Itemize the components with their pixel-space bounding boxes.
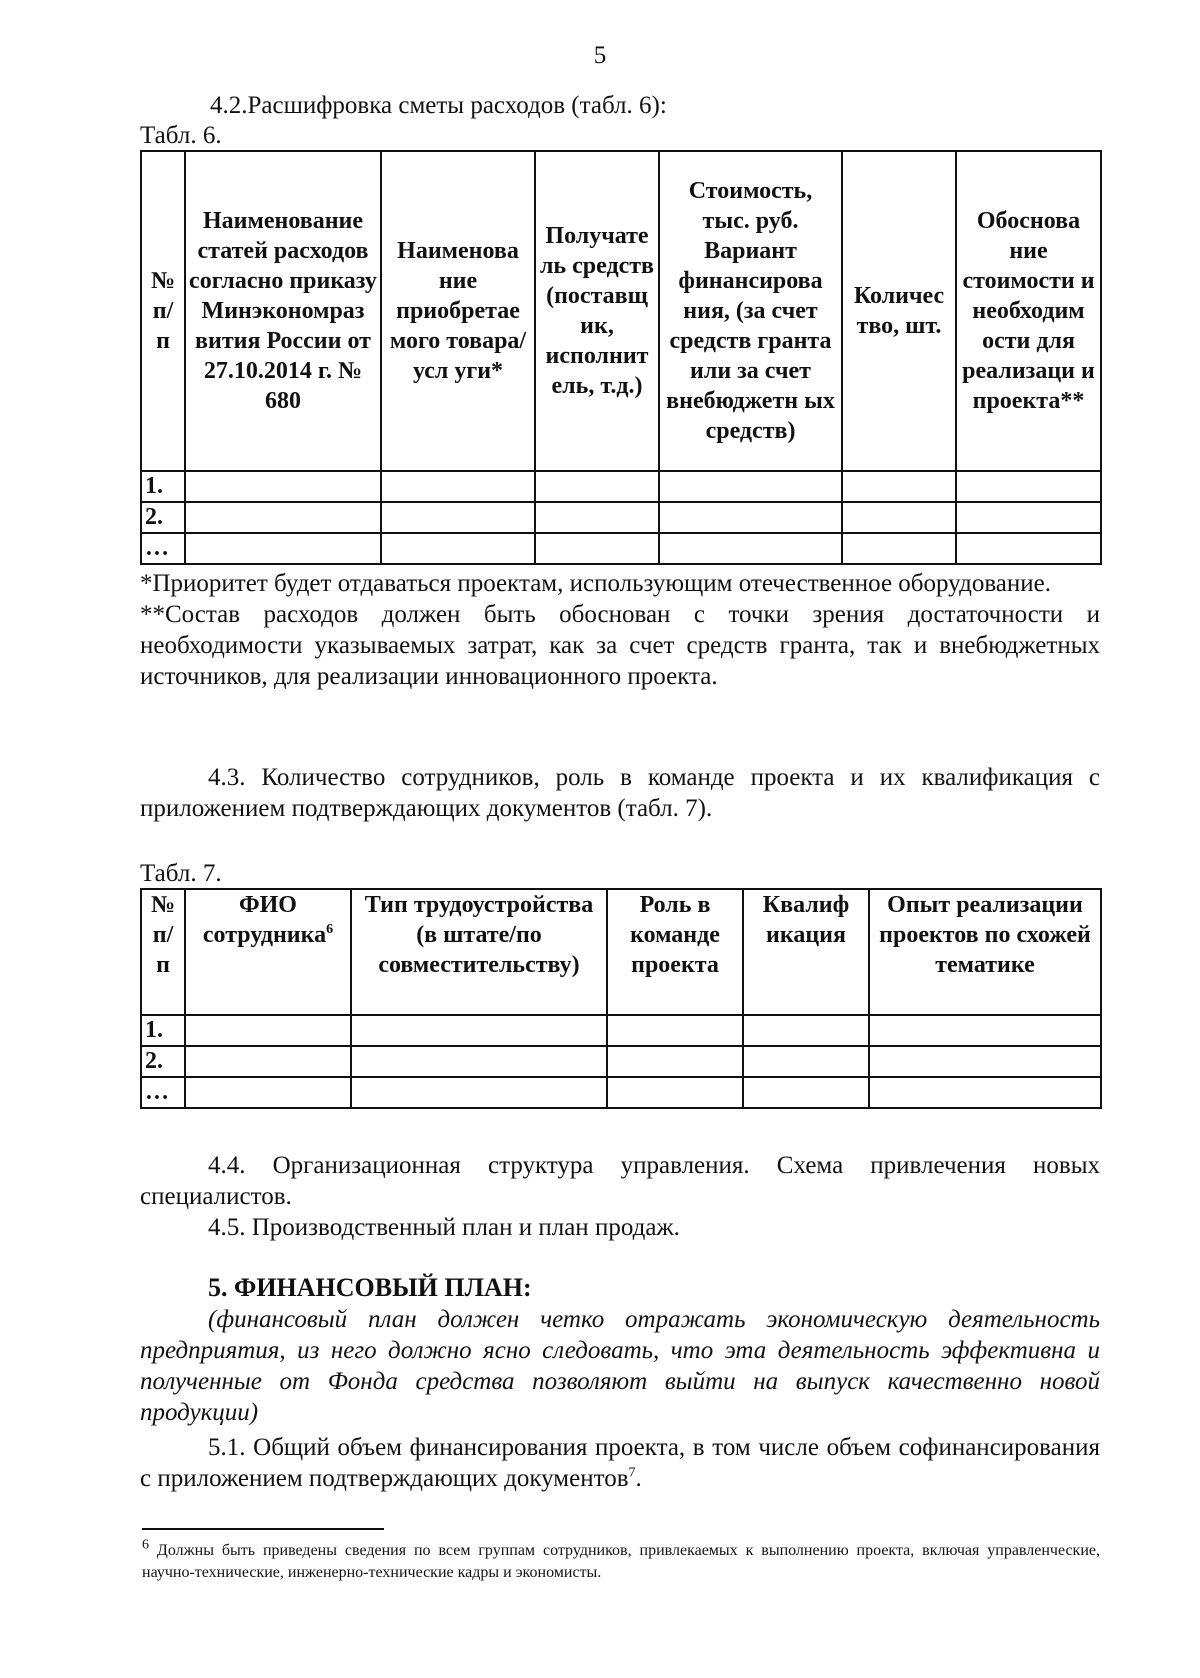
table-row (141, 471, 1101, 502)
footnote-mark-6: 6 (326, 922, 334, 937)
table-7-header-role: Роль в команде проекта (607, 889, 743, 1015)
table-6-header-number: № п/ п (141, 151, 185, 471)
section-4-3-text: 4.3. Количество сотрудников, роль в команде проекта и их квалификация с приложением подтверждающих документов (табл. 7). (140, 764, 1100, 822)
table-cell (842, 502, 956, 533)
table-cell (869, 1077, 1101, 1108)
footnote-6-text: Должны быть приведены сведения по всем группам сотрудников, привлекаемых к выполнению проекта, включая управленческие, научно-технические, инженерно-технические кадры и экономисты. (142, 1542, 1100, 1581)
table-cell (185, 1015, 351, 1046)
table-7-label: Табл. 7. (140, 860, 222, 887)
row-number: 1. (141, 471, 185, 502)
table-7 (140, 888, 1102, 1109)
table-cell (185, 502, 381, 533)
table-6-label: Табл. 6. (140, 122, 222, 149)
table-cell (659, 471, 842, 502)
footnote-6-mark: 6 (142, 1537, 149, 1553)
table-cell (869, 1015, 1101, 1046)
section-4-2-title: 4.2.Расшифровка сметы расходов (табл. 6): (210, 92, 667, 119)
table-6-header-quantity: Количес тво, шт. (842, 151, 956, 471)
table-cell (185, 1077, 351, 1108)
table-cell (842, 471, 956, 502)
section-4-5-text: 4.5. Производственный план и план продаж. (208, 1214, 680, 1241)
table-cell (869, 1046, 1101, 1077)
table-cell (743, 1077, 869, 1108)
table-cell (185, 1046, 351, 1077)
table-cell (743, 1015, 869, 1046)
row-number: 1. (141, 1015, 185, 1046)
table-cell (351, 1046, 607, 1077)
table-6-header-expense-items: Наименование статей расходов согласно приказу Минэкономраз вития России от 27.10.2014 г. № 680 (185, 151, 381, 471)
row-number: 2. (141, 502, 185, 533)
table-7-header-number: № п/ п (141, 889, 185, 1015)
table-cell (535, 502, 659, 533)
table-6-notes (140, 568, 1100, 692)
table-cell (381, 533, 535, 564)
table-7-header-employee (185, 889, 351, 1015)
table-6-header-row (141, 151, 1101, 471)
table-7-header-row (141, 889, 1101, 1015)
table-7-header-experience: Опыт реализации проектов по схожей тематике (869, 889, 1101, 1015)
table-cell (842, 533, 956, 564)
table-6-header-cost: Стоимость, тыс. руб. Вариант финансирова ния, (за счет средств гранта или за счет внебюджетн ых средств) (659, 151, 842, 471)
table-7-header-qualification: Квалиф икация (743, 889, 869, 1015)
table-cell (956, 502, 1101, 533)
table-cell (381, 502, 535, 533)
section-5-1-body: 5.1. Общий объем финансирования проекта, в том числе объем софинансирования с приложением подтверждающих документов (140, 1434, 1100, 1492)
row-number: … (141, 533, 185, 564)
table-6 (140, 150, 1102, 565)
table-row (141, 533, 1101, 564)
row-number: 2. (141, 1046, 185, 1077)
table-cell (351, 1077, 607, 1108)
table-6-header-justification: Обоснова ние стоимости и необходим ости для реализаци и проекта** (956, 151, 1101, 471)
table-cell (743, 1046, 869, 1077)
table-6-header-recipient: Получате ль средств (поставщ ик, исполнит ель, т.д.) (535, 151, 659, 471)
footnote-separator (142, 1528, 384, 1530)
table-cell (535, 471, 659, 502)
table-row (141, 1015, 1101, 1046)
table-7-header-employment-type: Тип трудоустройства (в штате/по совместительству) (351, 889, 607, 1015)
footnote-mark-7: 7 (628, 1465, 636, 1481)
note-expense-justification: **Состав расходов должен быть обоснован с точки зрения достаточности и необходимости указываемых затрат, как за счет средств гранта, так и внебюджетных источников, для реализации инновационного проекта. (140, 601, 1100, 690)
row-number: … (141, 1077, 185, 1108)
table-cell (607, 1077, 743, 1108)
table-cell (659, 533, 842, 564)
section-5-note: (финансовый план должен четко отражать экономическую деятельность предприятия, из него должно ясно следовать, что эта деятельность эффективна и полученные от Фонда средства позволяют выйти на выпуск качественно новой продукции) (140, 1306, 1100, 1426)
section-5-1-end: . (635, 1465, 642, 1492)
page-number: 5 (593, 42, 607, 69)
table-cell (956, 533, 1101, 564)
section-4-4-text: 4.4. Организационная структура управления. Схема привлечения новых специалистов. (140, 1152, 1100, 1210)
table-cell (659, 502, 842, 533)
table-row (141, 502, 1101, 533)
table-cell (185, 471, 381, 502)
table-cell (607, 1015, 743, 1046)
table-cell (956, 471, 1101, 502)
table-7-header-employee-text: ФИО сотрудника (202, 892, 327, 948)
table-6-header-goods-name: Наименова ние приобретае мого товара/усл уги* (381, 151, 535, 471)
table-row (141, 1077, 1101, 1108)
table-row (141, 1046, 1101, 1077)
section-5-1-text (140, 1432, 1100, 1494)
note-domestic-equipment: *Приоритет будет отдаваться проектам, использующим отечественное оборудование. (140, 570, 1051, 597)
footnote-6 (142, 1537, 1100, 1584)
table-cell (185, 533, 381, 564)
table-cell (381, 471, 535, 502)
table-cell (607, 1046, 743, 1077)
table-cell (351, 1015, 607, 1046)
table-cell (535, 533, 659, 564)
section-5-heading: 5. ФИНАНСОВЫЙ ПЛАН: (208, 1273, 532, 1302)
